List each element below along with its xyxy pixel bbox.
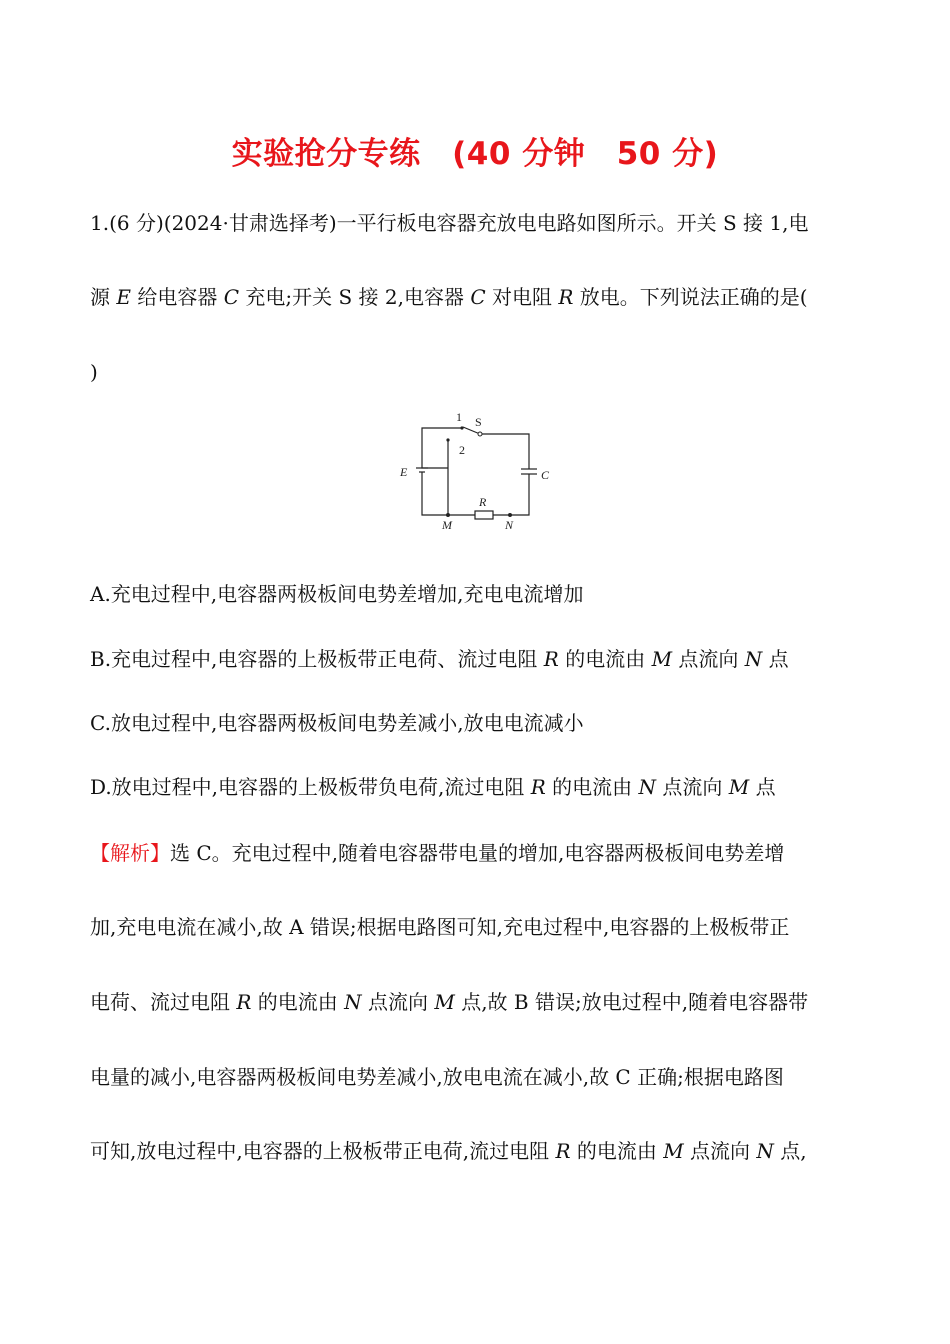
label-n: N bbox=[505, 518, 514, 532]
switch-pivot bbox=[478, 432, 482, 436]
label-s: S bbox=[475, 415, 482, 429]
question-line-3: ) bbox=[90, 360, 98, 384]
label-e: E bbox=[400, 465, 408, 479]
option-a: A.充电过程中,电容器两极板间电势差增加,充电电流增加 bbox=[90, 582, 584, 606]
label-1: 1 bbox=[456, 410, 462, 424]
wire-bottom-left bbox=[422, 472, 448, 515]
page-title: 实验抢分专练 (40 分钟 50 分) bbox=[231, 136, 719, 172]
analysis-line-1: 【解析】选 C。充电过程中,随着电容器带电量的增加,电容器两极板间电势差增 bbox=[90, 841, 785, 865]
label-r: R bbox=[479, 495, 487, 509]
wire-top-right bbox=[480, 434, 529, 469]
option-c: C.放电过程中,电容器两极板间电势差减小,放电电流减小 bbox=[90, 711, 584, 735]
node-m bbox=[446, 513, 450, 517]
option-d: D.放电过程中,电容器的上极板带负电荷,流过电阻 R 的电流由 N 点流向 M 点 bbox=[90, 775, 776, 799]
terminal-2 bbox=[446, 438, 449, 441]
analysis-line-4: 电量的减小,电容器两极板间电势差减小,放电电流在减小,故 C 正确;根据电路图 bbox=[90, 1065, 784, 1089]
question-line-1: 1.(6 分)(2024·甘肃选择考)一平行板电容器充放电电路如图所示。开关 S 接 1,电 bbox=[90, 211, 809, 235]
circuit-diagram bbox=[390, 405, 560, 535]
option-b: B.充电过程中,电容器的上极板带正电荷、流过电阻 R 的电流由 M 点流向 N 点 bbox=[90, 647, 789, 671]
wire-top-left bbox=[422, 428, 462, 468]
terminal-1 bbox=[460, 426, 463, 429]
wire-bottom-right bbox=[510, 474, 529, 515]
node-n bbox=[508, 513, 512, 517]
resistor bbox=[475, 511, 493, 519]
label-c: C bbox=[541, 468, 550, 482]
analysis-line-3: 电荷、流过电阻 R 的电流由 N 点流向 M 点,故 B 错误;放电过程中,随着电容器带 bbox=[90, 990, 809, 1014]
analysis-line-5: 可知,放电过程中,电容器的上极板带正电荷,流过电阻 R 的电流由 M 点流向 N 点, bbox=[90, 1139, 807, 1163]
question-line-2: 源 E 给电容器 C 充电;开关 S 接 2,电容器 C 对电阻 R 放电。下列说法正确的是( bbox=[90, 285, 808, 309]
analysis-line-2: 加,充电电流在减小,故 A 错误;根据电路图可知,充电过程中,电容器的上极板带正 bbox=[90, 915, 790, 939]
analysis-tag: 【解析】 bbox=[90, 841, 170, 865]
label-2: 2 bbox=[459, 443, 465, 457]
label-m: M bbox=[442, 518, 452, 532]
